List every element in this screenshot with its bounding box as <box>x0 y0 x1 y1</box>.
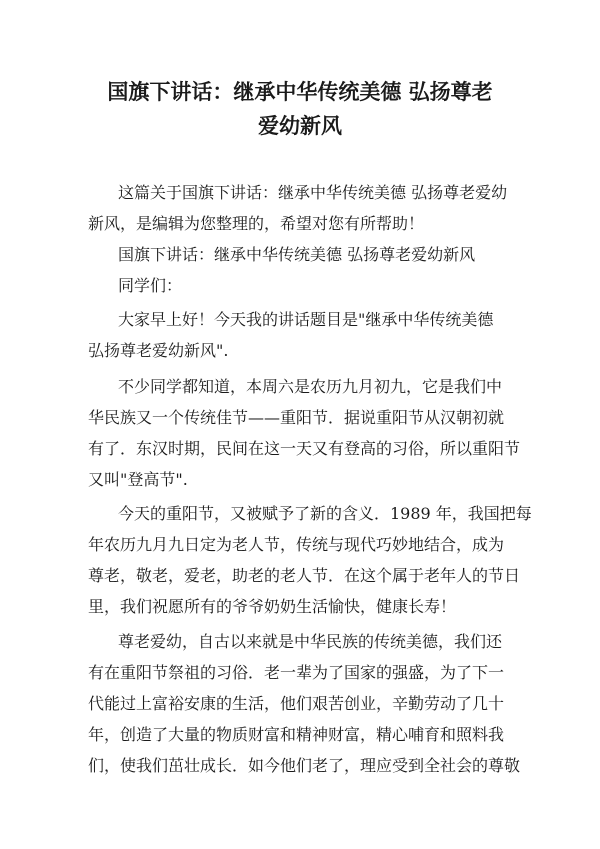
paragraph-chongyang-line-1: 不少同学都知道，本周六是农历九月初九，它是我们中 <box>118 377 503 396</box>
paragraph-elders-day-line-3: 尊老，敬老，爱老，助老的老人节．在这个属于老年人的节日 <box>88 566 521 585</box>
paragraph-heading: 国旗下讲话：继承中华传统美德 弘扬尊老爱幼新风 <box>118 245 476 264</box>
paragraph-elders-day-line-1: 今天的重阳节，又被赋予了新的含义．1989 年，我国把每 <box>118 504 532 523</box>
paragraph-respect-line-1: 尊老爱幼，自古以来就是中华民族的传统美德，我们还 <box>118 632 503 651</box>
paragraph-intro-line-2: 新风，是编辑为您整理的，希望对您有所帮助！ <box>88 214 425 233</box>
paragraph-salutation: 同学们： <box>118 276 183 295</box>
paragraph-chongyang-line-2: 华民族又一个传统佳节——重阳节．据说重阳节从汉朝初就 <box>88 408 505 427</box>
paragraph-respect-line-4: 年，创造了大量的物质财富和精神财富，精心哺育和照料我 <box>88 725 505 744</box>
paragraph-chongyang-line-3: 有了．东汉时期，民间在这一天又有登高的习俗，所以重阳节 <box>88 439 521 458</box>
paragraph-greeting-line-2: 弘扬尊老爱幼新风". <box>88 341 229 360</box>
paragraph-respect-line-3: 代能过上富裕安康的生活，他们艰苦创业，辛勤劳动了几十 <box>88 694 505 713</box>
paragraph-respect-line-2: 有在重阳节祭祖的习俗．老一辈为了国家的强盛，为了下一 <box>88 663 505 682</box>
document-title-line-1: 国旗下讲话：继承中华传统美德 弘扬尊老 <box>107 80 493 104</box>
paragraph-greeting-line-1: 大家早上好！今天我的讲话题目是"继承中华传统美德 <box>118 310 494 329</box>
paragraph-respect-line-5: 们，使我们茁壮成长．如今他们老了，理应受到全社会的尊敬 <box>88 756 521 775</box>
document-title-line-2: 爱幼新风 <box>258 114 342 138</box>
paragraph-chongyang-line-4: 又叫"登高节". <box>88 470 188 489</box>
paragraph-intro-line-1: 这篇关于国旗下讲话：继承中华传统美德 弘扬尊老爱幼 <box>118 183 508 202</box>
paragraph-elders-day-line-2: 年农历九月九日定为老人节，传统与现代巧妙地结合，成为 <box>88 535 505 554</box>
paragraph-elders-day-line-4: 里，我们祝愿所有的爷爷奶奶生活愉快，健康长寿！ <box>88 597 457 616</box>
